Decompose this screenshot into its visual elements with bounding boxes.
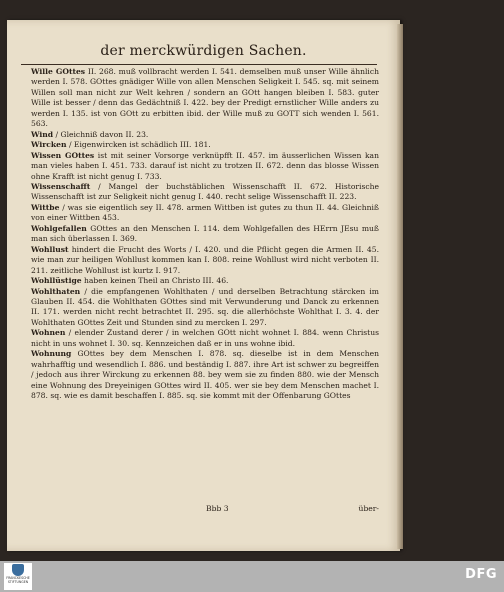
entry-text: / die empfangenen Wohlthaten / und derselben Betrachtung stärcken im Glauben II. 454. die Wohlthaten GOttes sind mit Verwunderung und Danck zu erkennen II. 171. werden nicht recht betrachtet II. 295. sq. die allerhöchste Wohlthat I. 3. 4. der Wohlthaten GOttes Zeit und Stunden sind zu mercken I. 297. [31,286,379,327]
entry-text: / elender Zustand derer / in welchen GOtt nicht wohnet I. 884. wenn Christus nicht in uns wohnet I. 30. sq. Kennzeichen daß er in uns wohne ibid. [31,328,380,348]
entry-text: / Eigenwircken ist schädlich III. 181. [68,140,211,150]
entry-lead: Wittbe [31,202,60,212]
entry-text: ist mit seiner Vorsorge verknüpfft II. 457. im äusserlichen Wissen kan man vieles haben I. 451. 733. darauf ist nicht zu trotzen II. 672. denn das blosse Wissen ohne Krafft ist nicht genug I. 733. [31,150,379,181]
entry-lead: Wohnung [31,349,72,359]
entry-lead: Wohlthaten [31,286,81,296]
index-entry [31,276,379,286]
index-entry [31,287,379,329]
index-entry [31,203,379,224]
header-rule [21,64,377,65]
signature-mark: Bbb 3 [206,504,229,513]
entry-lead: Wissenschafft [31,181,91,191]
index-entry [31,130,379,140]
entry-text: II. 268. muß vollbracht werden I. 541. demselben muß unser Wille ähnlich werden I. 578. GOttes gnädiger Wille von allen Menschen Seligkeit I. 545. sq. mit seinem Willen soll man nicht zur Welt kehren / sondern an GOtt hangen bleiben I. 583. guter Wille ist besser / denn das Gedächtniß I. 422. bey der Predigt ernstlicher Wille anders zu werden I. 135. ist von GOtt zu erbitten ibid. der Wille muß zu GOTT sich wenden I. 561. 563. [31,67,379,129]
viewer-footer [0,561,504,592]
entry-lead: Wind [31,129,54,139]
entry-text: haben keinen Theil an Christo III. 46. [84,276,229,286]
entry-lead: Wohlgefallen [31,223,87,233]
dfg-logo[interactable]: DFG [465,567,497,582]
entry-text: / Gleichniß davon II. 23. [55,129,149,139]
page-edge [397,24,403,549]
entry-lead: Wohllüstige [31,276,82,286]
index-entry [31,182,379,203]
index-entry [31,349,379,401]
entry-lead: Wohnen [31,328,66,338]
entry-lead: Wissen GOttes [31,150,95,160]
index-entry [31,245,379,276]
index-entries [31,67,379,402]
library-logo[interactable] [4,563,32,590]
entry-text: GOttes bey dem Menschen I. 878. sq. dieselbe ist in dem Menschen wahrhafftig und wesendlich I. 886. und beständig I. 887. ihre Art ist schwer zu begreiffen / jedoch aus ihrer Wirckung zu erkennen 88. bey wem sie zu finden 880. wie der Mensch eine Wohnung des Dreyeinigen GOttes wird II. 405. wer sie bey dem Menschen machet I. 878. sq. wie es damit beschaffen I. 885. sq. sie kommt mit der Offenbarung GOttes [31,349,379,401]
index-entry [31,224,379,245]
index-entry [31,151,379,182]
index-entry [31,140,379,150]
library-logo-text: FRANCKESCHE STIFTUNGEN [6,576,30,584]
crest-icon [12,564,24,576]
book-page [7,20,400,551]
index-entry [31,328,379,349]
entry-text: hindert die Frucht des Worts / I. 420. und die Pflicht gegen die Armen II. 45. wie man zur heiligen Wohllust kommen kan I. 808. reine Wohllust wird nicht verboten II. 211. zeitliche Wohllust ist kurtz I. 917. [31,244,380,275]
entry-lead: Wille GOttes [31,67,86,76]
entry-lead: Wircken [31,140,67,150]
running-head: der merckwürdigen Sachen. [100,43,307,59]
entry-text: / Mangel der buchstäblichen Wissenschafft II. 672. Historische Wissenschafft ist zur Seligkeit nicht genug I. 440. recht selige Wissenschafft II. 223. [31,181,379,202]
catchword: über- [358,504,379,513]
entry-lead: Wohllust [31,244,69,254]
index-entry [31,67,379,130]
entry-text: / was sie eigentlich sey II. 478. armen Wittben ist gutes zu thun II. 44. Gleichniß von einer Wittben 453. [31,202,379,223]
entry-text: GOttes an den Menschen I. 114. dem Wohlgefallen des HErrn JEsu muß man sich überlassen I. 369. [31,223,379,244]
